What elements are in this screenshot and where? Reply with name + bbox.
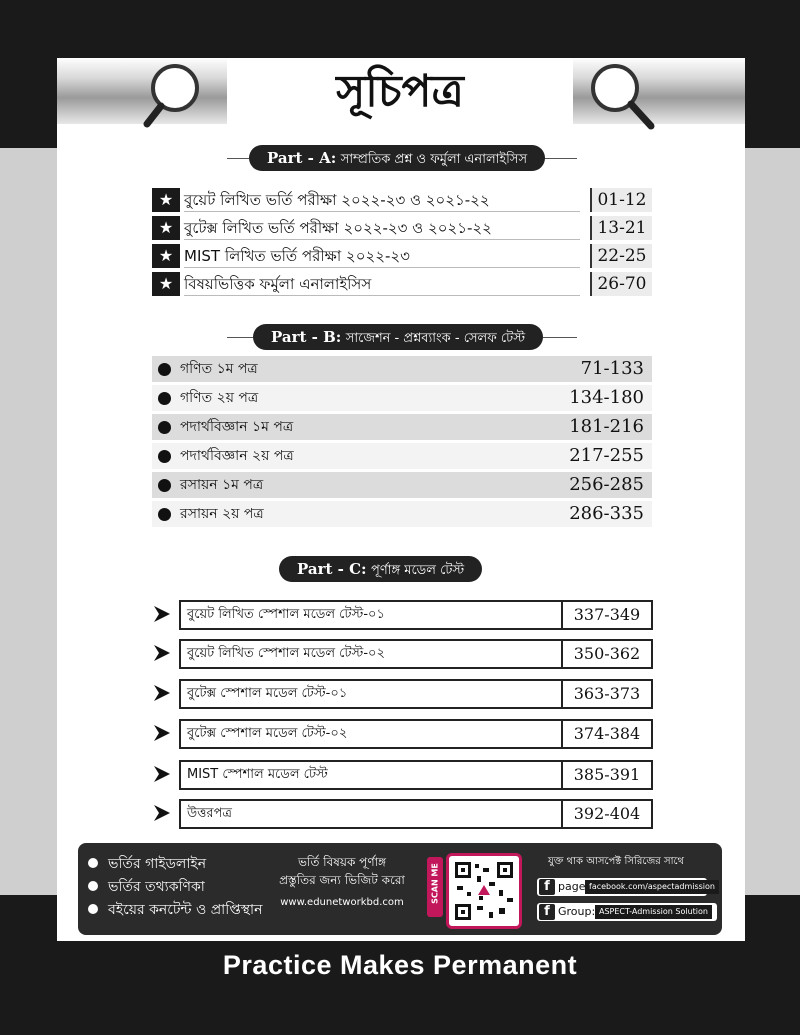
list-item	[152, 244, 650, 268]
bullet-icon	[158, 479, 171, 492]
facebook-page-link[interactable]	[537, 878, 715, 896]
bullet-icon	[158, 421, 171, 434]
item-pages: 26-70	[590, 272, 652, 296]
item-label: বুটেক্স স্পেশাল মডেল টেস্ট-০১	[187, 686, 348, 701]
bullet-item	[88, 876, 262, 899]
list-item	[152, 760, 652, 788]
bullet-icon	[158, 363, 171, 376]
part-c-title: পূর্ণাঙ্গ মডেল টেস্ট	[371, 563, 465, 578]
part-b-label: Part - B:	[271, 328, 342, 346]
info-bullets	[88, 853, 262, 922]
qr-code-icon[interactable]	[446, 853, 522, 929]
item-box	[179, 639, 653, 669]
item-label: MIST স্পেশাল মডেল টেস্ট	[187, 767, 328, 782]
item-label: গণিত ২য় পত্র	[180, 390, 259, 406]
visit-line-2: প্রস্তুতির জন্য ভিজিট করো	[279, 873, 405, 887]
list-item	[152, 414, 652, 440]
info-panel	[78, 843, 722, 935]
scan-me-tab	[427, 857, 443, 917]
item-pages: 256-285	[569, 474, 644, 495]
item-label: MIST লিখিত ভর্তি পরীক্ষা ২০২২-২৩	[184, 244, 580, 268]
list-item	[152, 600, 652, 628]
item-pages: 374-384	[573, 724, 641, 743]
arrow-icon	[152, 723, 172, 743]
page-url: facebook.com/aspectadmission	[585, 880, 719, 894]
part-a-heading	[249, 145, 545, 171]
list-item	[152, 272, 650, 296]
list-item	[152, 799, 652, 827]
tagline: Practice Makes Permanent	[222, 950, 578, 980]
part-a-label: Part - A:	[267, 149, 337, 167]
bullet-text: বইয়ের কনটেন্ট ও প্রাপ্তিস্থান	[108, 902, 263, 918]
item-box	[179, 719, 653, 749]
list-item	[152, 501, 652, 527]
magnifier-icon	[581, 60, 659, 138]
part-b-title: সাজেশন - প্রশ্নব্যাংক - সেলফ টেস্ট	[345, 331, 526, 346]
item-pages: 22-25	[590, 244, 652, 268]
item-pages: 01-12	[590, 188, 652, 212]
arrow-icon	[152, 683, 172, 703]
group-label: Group:	[558, 905, 596, 918]
list-item	[152, 719, 652, 747]
list-item	[152, 472, 652, 498]
website-link[interactable]: www.edunetworkbd.com	[280, 897, 404, 908]
item-label: বুয়েট লিখিত ভর্তি পরীক্ষা ২০২২-২৩ ও ২০২১-২২	[184, 188, 580, 212]
magnifier-icon	[141, 60, 219, 138]
bullet-text: ভর্তির গাইডলাইন	[108, 856, 207, 872]
bullet-icon	[158, 450, 171, 463]
list-item	[152, 679, 652, 707]
arrow-icon	[152, 604, 172, 624]
item-label: রসায়ন ২য় পত্র	[180, 506, 264, 522]
item-box	[179, 600, 653, 630]
bullet-icon	[88, 858, 98, 868]
list-item	[152, 639, 652, 667]
list-item	[152, 443, 652, 469]
item-pages: 392-404	[573, 804, 641, 823]
list-item	[152, 188, 650, 212]
item-label: বিষয়ভিত্তিক ফর্মুলা এনালাইসিস	[184, 272, 580, 296]
part-b-heading	[253, 324, 543, 350]
item-pages: 181-216	[569, 416, 644, 437]
facebook-icon: f	[539, 904, 555, 920]
visit-line-1: ভর্তি বিষয়ক পূর্ণাঙ্গ	[297, 855, 387, 869]
list-item	[152, 356, 652, 382]
star-icon: ★	[152, 244, 180, 268]
bullet-item	[88, 853, 262, 876]
group-name: ASPECT-Admission Solution	[595, 905, 712, 919]
item-box	[179, 760, 653, 790]
list-item	[152, 216, 650, 240]
part-c-heading	[279, 556, 482, 582]
part-c-label: Part - C:	[297, 560, 367, 578]
item-pages: 134-180	[569, 387, 644, 408]
item-label: গণিত ১ম পত্র	[180, 361, 258, 377]
item-label: বুটেক্স লিখিত ভর্তি পরীক্ষা ২০২২-২৩ ও ২০২১-২২	[184, 216, 580, 240]
bullet-icon	[158, 508, 171, 521]
arrow-icon	[152, 764, 172, 784]
item-label: উত্তরপত্র	[187, 806, 232, 821]
item-pages: 337-349	[573, 605, 641, 624]
bullet-item	[88, 899, 262, 922]
item-box	[179, 679, 653, 709]
bullet-icon	[88, 881, 98, 891]
contents-sheet	[57, 58, 745, 941]
item-pages: 13-21	[590, 216, 652, 240]
scan-label: SCAN ME	[430, 863, 440, 904]
star-icon: ★	[152, 188, 180, 212]
star-icon: ★	[152, 272, 180, 296]
facebook-group-link[interactable]	[537, 903, 717, 921]
facebook-icon: f	[539, 879, 555, 895]
item-pages: 350-362	[573, 644, 641, 663]
bullet-icon	[158, 392, 171, 405]
item-label: রসায়ন ১ম পত্র	[180, 477, 264, 493]
list-item	[152, 385, 652, 411]
item-label: বুয়েট লিখিত স্পেশাল মডেল টেস্ট-০২	[187, 646, 385, 661]
bullet-icon	[88, 904, 98, 914]
visit-box	[276, 853, 408, 925]
item-label: বুয়েট লিখিত স্পেশাল মডেল টেস্ট-০১	[187, 607, 385, 622]
item-pages: 286-335	[569, 503, 644, 524]
arrow-icon	[152, 643, 172, 663]
page-title: সূচিপত্র	[336, 66, 464, 117]
item-label: পদার্থবিজ্ঞান ১ম পত্র	[180, 419, 294, 435]
item-pages: 385-391	[573, 765, 641, 784]
item-label: বুটেক্স স্পেশাল মডেল টেস্ট-০২	[187, 726, 348, 741]
arrow-icon	[152, 803, 172, 823]
item-box	[179, 799, 653, 829]
page-label: page	[558, 880, 586, 893]
star-icon: ★	[152, 216, 180, 240]
bullet-text: ভর্তির তথ্যকণিকা	[108, 879, 205, 895]
item-pages: 363-373	[573, 684, 641, 703]
part-a-title: সাম্প্রতিক প্রশ্ন ও ফর্মুলা এনালাইসিস	[340, 152, 528, 167]
item-label: পদার্থবিজ্ঞান ২য় পত্র	[180, 448, 294, 464]
item-pages: 71-133	[580, 358, 644, 379]
item-pages: 217-255	[569, 445, 644, 466]
join-text: যুক্ত থাক আসপেক্ট সিরিজের সাথে	[548, 856, 684, 867]
